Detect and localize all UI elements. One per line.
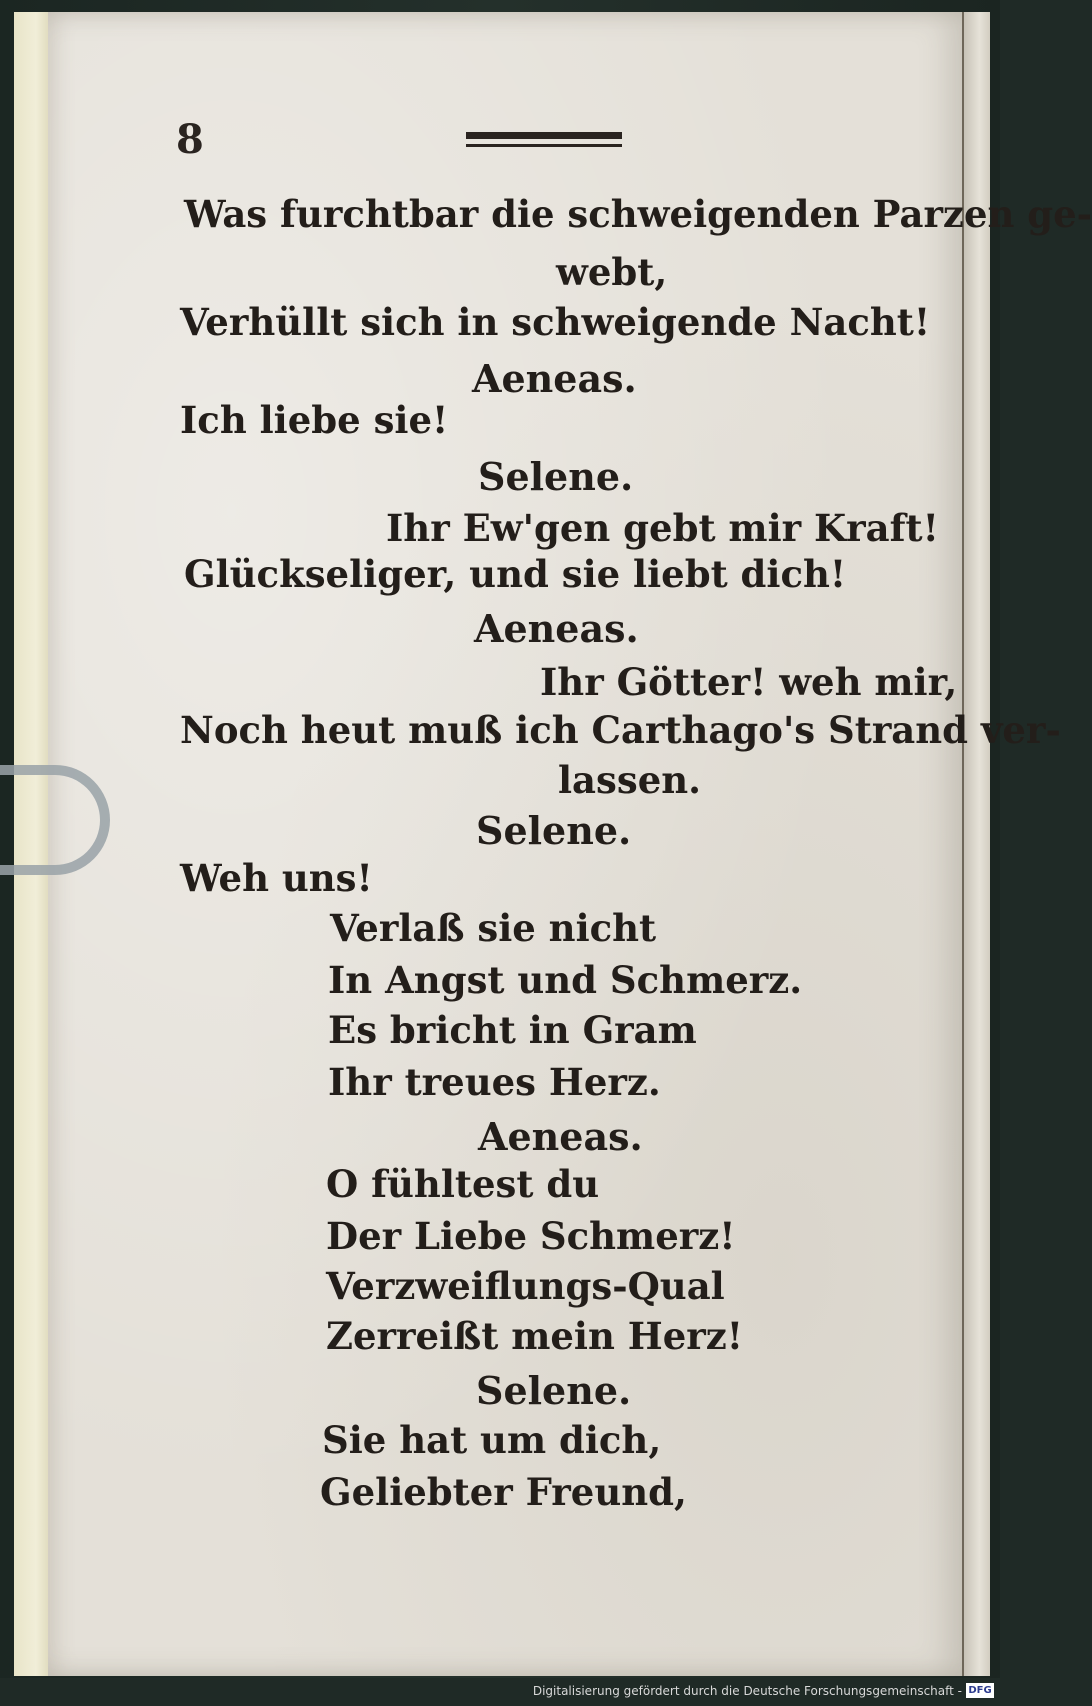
text-line: Ihr Götter! weh mir, <box>540 660 958 704</box>
page-number: 8 <box>176 116 204 163</box>
speaker-name: Aeneas. <box>474 606 639 651</box>
paper-clip-icon <box>0 765 110 875</box>
speaker-name: Selene. <box>476 1368 632 1413</box>
text-line: In Angst und Schmerz. <box>328 958 803 1002</box>
text-line: Der Liebe Schmerz! <box>326 1214 736 1258</box>
header-rule <box>466 132 622 139</box>
text-line: O fühltest du <box>326 1162 600 1206</box>
text-line: Verlaß sie nicht <box>330 906 657 950</box>
text-line: Ihr treues Herz. <box>328 1060 661 1104</box>
text-line: Verhüllt sich in schweigende Nacht! <box>180 300 931 344</box>
text-line: Noch heut muß ich Carthago's Strand ver- <box>180 708 1061 752</box>
text-line: Verzweiflungs-Qual <box>326 1264 725 1308</box>
speaker-name: Aeneas. <box>478 1114 643 1159</box>
dfg-logo: DFG <box>966 1683 994 1698</box>
speaker-name: Selene. <box>476 808 632 853</box>
text-line: Es bricht in Gram <box>328 1008 697 1052</box>
text-line: Geliebter Freund, <box>320 1470 687 1514</box>
speaker-name: Aeneas. <box>472 356 637 401</box>
text-line: Ich liebe sie! <box>180 398 449 442</box>
text-line: lassen. <box>558 758 702 802</box>
header-rule-thin <box>466 144 622 147</box>
text-line: Glückseliger, und sie liebt dich! <box>184 552 847 596</box>
text-line: webt, <box>556 250 668 294</box>
speaker-name: Selene. <box>478 454 634 499</box>
text-line: Weh uns! <box>180 856 373 900</box>
funding-credit: Digitalisierung gefördert durch die Deutsche Forschungsgemeinschaft - <box>532 1684 962 1698</box>
text-line: Sie hat um dich, <box>322 1418 662 1462</box>
page-edge-right <box>962 12 990 1676</box>
text-line: Ihr Ew'gen gebt mir Kraft! <box>386 506 939 550</box>
text-line: Was furchtbar die schweigenden Parzen ge- <box>184 192 1092 236</box>
text-line: Zerreißt mein Herz! <box>326 1314 743 1358</box>
